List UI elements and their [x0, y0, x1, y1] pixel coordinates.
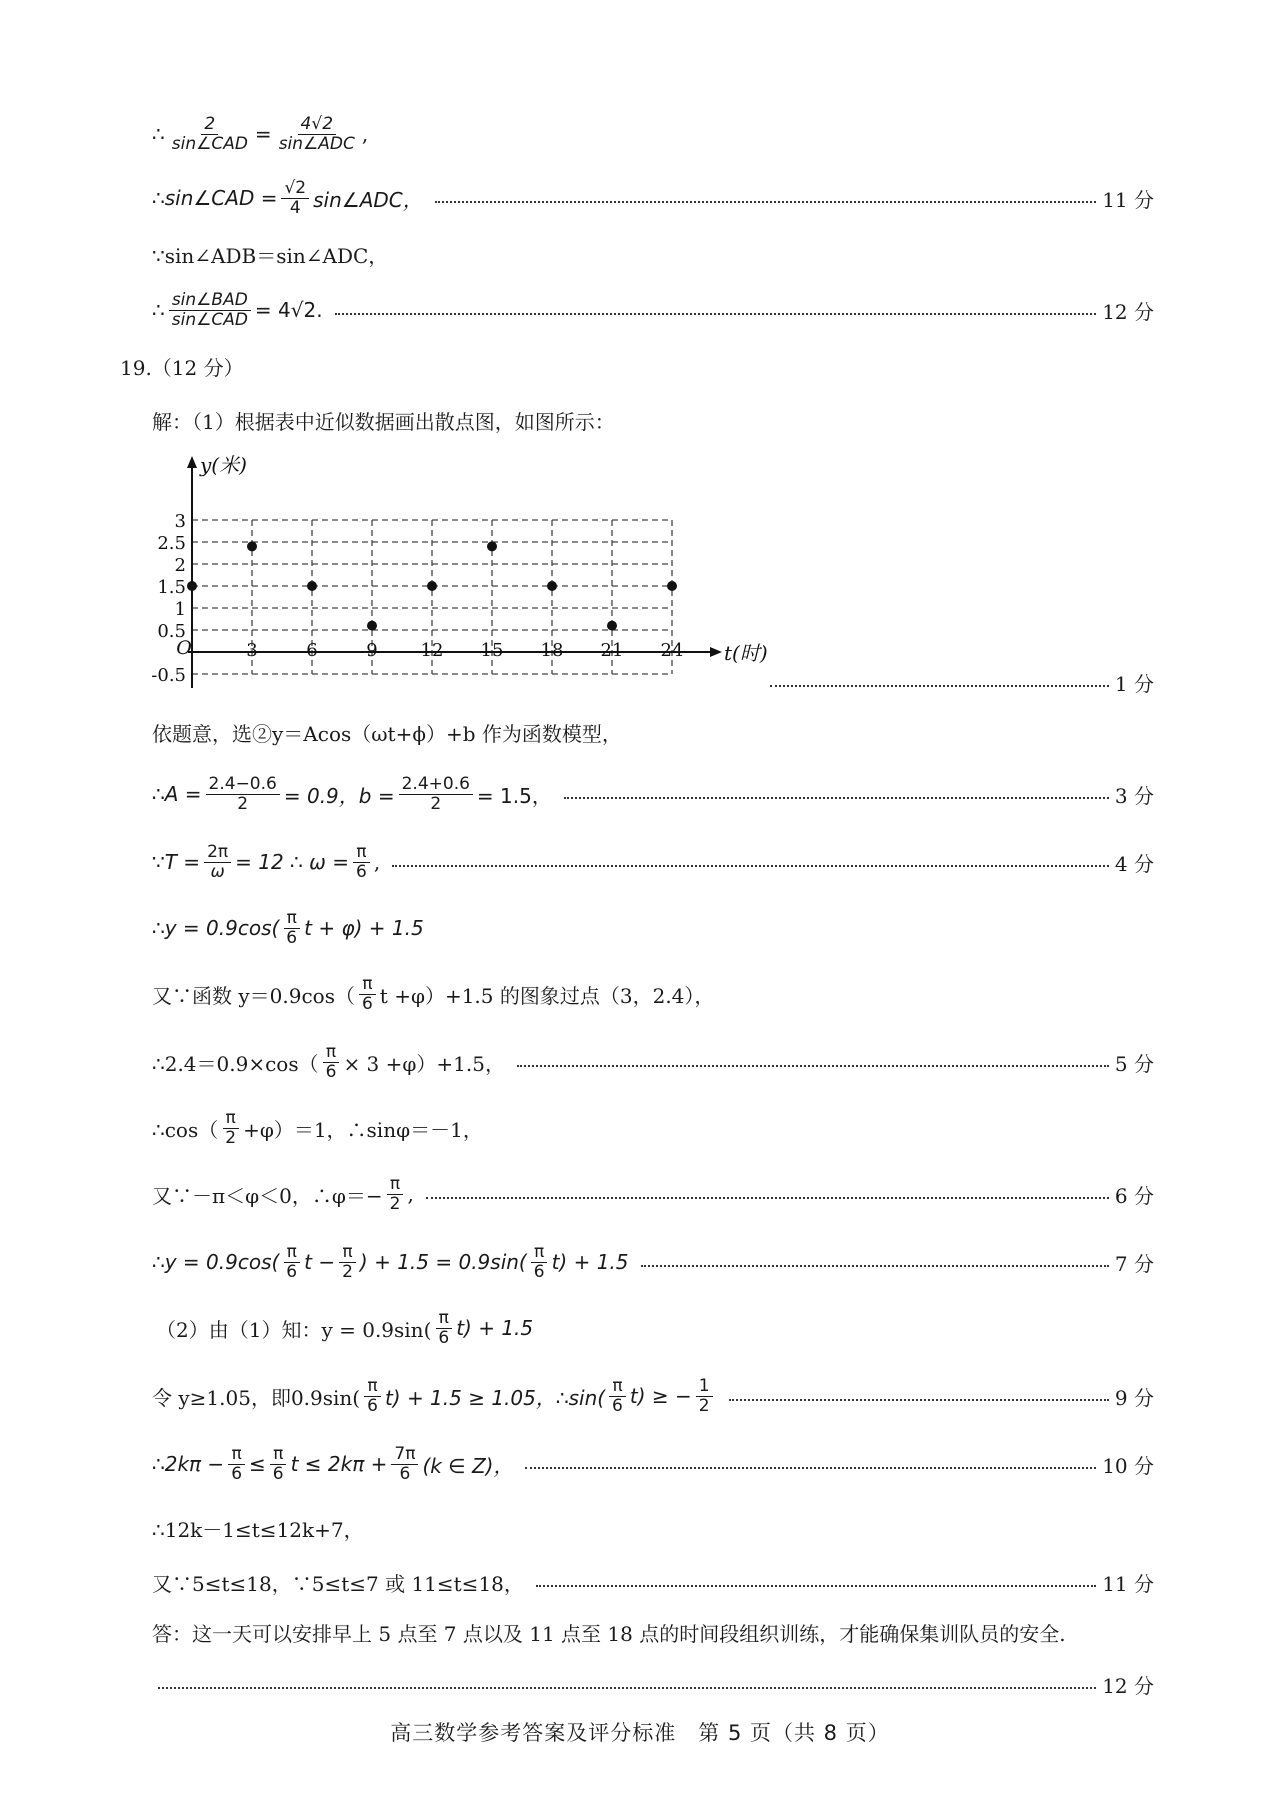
fraction	[364, 1377, 381, 1415]
dot-leader	[525, 1467, 1096, 1469]
solution-intro	[152, 398, 1154, 442]
numerator: π	[609, 1377, 625, 1397]
fraction	[169, 115, 251, 153]
expr-text: 又∵－π＜φ＜0，∴φ＝−	[152, 1183, 383, 1208]
expr-text: ∵T =	[152, 850, 201, 874]
denominator: 6	[286, 1261, 298, 1282]
denominator: 6	[367, 1395, 378, 1416]
expr-text: 令 y≥1.05，即0.9sin(	[152, 1385, 361, 1410]
denominator: 6	[231, 1463, 243, 1484]
denominator: 6	[356, 861, 367, 882]
data-point	[487, 541, 497, 551]
step-inequality	[152, 1368, 1154, 1424]
y-axis-arrow	[187, 456, 197, 468]
x-tick-label: 18	[540, 640, 564, 661]
step-phi	[152, 1166, 1154, 1222]
numerator: π	[339, 1243, 355, 1263]
step-a-b	[152, 766, 1154, 822]
step-text: 依题意，选②y＝Acos（ωt+ϕ）+b 作为函数模型，	[152, 721, 622, 746]
score-mark: 1 分	[1114, 671, 1154, 696]
numerator: 4√2	[298, 115, 336, 135]
expr-text: sin∠ADC，	[313, 187, 423, 212]
numerator: π	[228, 1445, 244, 1465]
part2-start	[156, 1300, 1154, 1356]
expr-text: × 3 +φ）+1.5，	[343, 1051, 505, 1076]
numerator: √2	[281, 179, 309, 199]
numerator: 1	[696, 1377, 713, 1397]
fraction	[283, 909, 300, 947]
x-tick-label: 21	[600, 640, 624, 661]
score-mark: 11 分	[1102, 187, 1154, 212]
comma: ,	[373, 850, 381, 874]
score-mark: 7 分	[1114, 1251, 1154, 1276]
final-score-line	[158, 1662, 1154, 1706]
score-mark: 10 分	[1102, 1453, 1154, 1478]
numerator: 2.4−0.6	[206, 775, 280, 795]
expr-text: (k ∈ Z)，	[422, 1453, 514, 1478]
y-tick-label: 2.5	[157, 533, 186, 554]
expr-text: = 0.9，b =	[283, 783, 395, 808]
denominator: 6	[438, 1327, 450, 1348]
denominator: 2	[225, 1127, 237, 1148]
expr-text: ∴cos（	[152, 1117, 219, 1142]
denominator: 2	[237, 793, 249, 814]
score-mark: 6 分	[1114, 1183, 1154, 1208]
fraction	[435, 1309, 452, 1347]
dot-leader	[641, 1265, 1109, 1267]
step-ratio-sines	[152, 106, 1154, 162]
numerator: 2π	[204, 843, 231, 863]
step-substitute	[152, 1034, 1154, 1090]
score-mark: 11 分	[1102, 1571, 1154, 1596]
step-text: ∴12k－1≤t≤12k+7，	[152, 1517, 364, 1542]
expr-text: t) + 1.5	[551, 1250, 629, 1274]
denominator: 6	[361, 993, 373, 1014]
step-text: 解：（1）根据表中近似数据画出散点图，如图所示：	[152, 409, 615, 434]
score-mark: 12 分	[1102, 299, 1154, 324]
fraction	[531, 1243, 548, 1281]
data-point	[607, 621, 617, 631]
fraction	[609, 1377, 626, 1415]
step-ratio-result	[152, 282, 1154, 338]
x-tick-label: 24	[660, 640, 684, 661]
fraction	[339, 1243, 356, 1281]
data-point	[667, 581, 677, 591]
fraction	[387, 1175, 404, 1213]
expr-text: = 12 ∴ ω =	[235, 850, 349, 874]
fraction	[281, 179, 309, 217]
dot-leader	[426, 1197, 1109, 1199]
expr-text: +φ）＝1，∴sinφ＝－1，	[243, 1117, 483, 1142]
dot-leader	[158, 1687, 1096, 1689]
step-t-range	[152, 1506, 1154, 1550]
expr-text: （2）由（1）知：y = 0.9sin(	[156, 1317, 432, 1342]
fraction	[353, 843, 370, 881]
expr-text: ∴sin∠CAD =	[152, 186, 278, 210]
expr-text: ∴y = 0.9cos(	[152, 916, 280, 940]
numerator: 7π	[391, 1445, 418, 1465]
x-tick-label: 12	[420, 640, 444, 661]
equals: =	[254, 122, 272, 146]
comma: ,	[407, 1182, 414, 1206]
question-number: 19.（12 分）	[120, 356, 244, 380]
fraction	[359, 975, 376, 1013]
y-tick-label: -0.5	[151, 665, 186, 686]
denominator: 6	[533, 1261, 545, 1282]
step-k-range	[152, 1436, 1154, 1492]
step-sin-form	[152, 1234, 1154, 1290]
x-axis-label: t(时)	[724, 641, 768, 665]
fraction	[283, 1243, 300, 1281]
expr-text: ∴A =	[152, 782, 202, 806]
step-text: 又∵5≤t≤18，∵5≤t≤7 或 11≤t≤18，	[152, 1571, 524, 1596]
data-point	[427, 581, 437, 591]
dot-leader	[435, 201, 1096, 203]
step-point-condition	[152, 966, 1154, 1022]
fraction	[270, 1445, 287, 1483]
denominator: 6	[272, 1463, 284, 1484]
step-model-form	[152, 900, 1154, 956]
step-text: ∵sin∠ADB＝sin∠ADC，	[152, 243, 389, 268]
step-sin-adb	[152, 232, 1154, 276]
answer-line	[152, 1610, 1154, 1654]
expr-text: t +φ）+1.5 的图象过点（3，2.4），	[379, 983, 715, 1008]
denominator: 2	[342, 1261, 353, 1282]
expr-text: t) ≥ −	[629, 1384, 692, 1408]
expr-text: = 1.5，	[476, 783, 552, 808]
scatter-chart	[142, 452, 782, 702]
numerator: π	[387, 1175, 403, 1195]
numerator: π	[364, 1377, 380, 1397]
expr-text: ∴y = 0.9cos(	[152, 1250, 280, 1274]
therefore-symbol: ∴	[152, 122, 165, 146]
numerator: 2	[201, 115, 218, 135]
x-tick-label: 15	[480, 640, 504, 661]
data-point	[187, 581, 197, 591]
y-tick-label: 0.5	[157, 621, 186, 642]
step-sin-cad	[152, 170, 1154, 226]
expr-text: t) + 1.5 ≥ 1.05，∴sin(	[384, 1385, 606, 1410]
expr-text: = 4√2.	[254, 298, 323, 322]
expr-text: t + φ) + 1.5	[304, 916, 424, 940]
fraction	[206, 775, 280, 813]
comma: ,	[361, 122, 369, 146]
y-tick-label: 1	[174, 599, 186, 620]
fraction	[204, 843, 231, 881]
expr-text: ∴2.4＝0.9×cos（	[152, 1051, 319, 1076]
model-choice	[152, 710, 1154, 754]
fraction	[169, 291, 251, 329]
x-tick-label: 9	[366, 640, 378, 661]
y-axis-label: y(米)	[200, 453, 247, 477]
chart-score-line	[770, 660, 1154, 704]
numerator: π	[284, 1243, 300, 1263]
denominator: ω	[210, 861, 225, 882]
origin-label: O	[176, 637, 192, 659]
expr-text: t −	[304, 1250, 336, 1274]
fraction	[399, 775, 473, 813]
data-point	[547, 581, 557, 591]
data-point	[307, 581, 317, 591]
expr-text: ∴2kπ −	[152, 1452, 225, 1476]
numerator: π	[531, 1243, 547, 1263]
score-mark: 4 分	[1114, 851, 1154, 876]
fraction	[276, 115, 358, 153]
fraction	[228, 1445, 245, 1483]
numerator: π	[436, 1309, 452, 1329]
numerator: π	[284, 909, 300, 929]
step-cos-one	[152, 1100, 1154, 1156]
denominator: 6	[612, 1395, 623, 1416]
dot-leader	[335, 313, 1097, 315]
expr-text: 又∵函数 y＝0.9cos（	[152, 983, 355, 1008]
expr-text: ≤	[249, 1452, 266, 1476]
fraction	[222, 1109, 239, 1147]
step-t-intersection	[152, 1560, 1154, 1604]
therefore-symbol: ∴	[152, 298, 165, 322]
x-tick-label: 6	[306, 640, 318, 661]
dot-leader	[392, 865, 1109, 867]
numerator: sin∠BAD	[169, 291, 251, 311]
denominator: 2	[430, 793, 442, 814]
dot-leader	[729, 1399, 1109, 1401]
x-axis-arrow	[710, 647, 722, 657]
dot-leader	[536, 1585, 1096, 1587]
numerator: π	[223, 1109, 239, 1129]
numerator: π	[270, 1445, 286, 1465]
dot-leader	[770, 685, 1109, 687]
denominator: 2	[698, 1395, 710, 1416]
y-tick-label: 3	[174, 511, 186, 532]
denominator: 2	[389, 1193, 401, 1214]
expr-text: ) + 1.5 = 0.9sin(	[359, 1250, 527, 1274]
score-mark: 3 分	[1114, 783, 1154, 808]
score-mark: 5 分	[1114, 1051, 1154, 1076]
step-period	[152, 834, 1154, 890]
numerator: π	[353, 843, 369, 863]
numerator: π	[359, 975, 375, 995]
numerator: π	[323, 1043, 339, 1063]
denominator: 6	[399, 1463, 411, 1484]
expr-text: t ≤ 2kπ +	[290, 1452, 388, 1476]
numerator: 2.4+0.6	[399, 775, 473, 795]
dot-leader	[564, 797, 1109, 799]
denominator: 4	[289, 197, 301, 218]
fraction	[391, 1445, 418, 1483]
dot-leader	[517, 1065, 1109, 1067]
fraction	[696, 1377, 713, 1415]
denominator: 6	[325, 1061, 337, 1082]
answer-text: 答：这一天可以安排早上 5 点至 7 点以及 11 点至 18 点的时间段组织训练，才能确保集训队员的安全.	[152, 1621, 1066, 1646]
denominator: sin∠ADC	[278, 133, 355, 154]
page-footer: 高三数学参考答案及评分标准 第 5 页（共 8 页）	[390, 1721, 890, 1745]
denominator: 6	[286, 927, 298, 948]
score-mark: 12 分	[1102, 1673, 1154, 1698]
denominator: sin∠CAD	[171, 133, 248, 154]
denominator: sin∠CAD	[171, 309, 248, 330]
data-point	[367, 621, 377, 631]
score-mark: 9 分	[1114, 1385, 1154, 1410]
expr-text: t) + 1.5	[456, 1316, 534, 1340]
y-tick-label: 1.5	[157, 577, 186, 598]
data-point	[247, 541, 257, 551]
x-tick-label: 3	[246, 640, 258, 661]
y-tick-label: 2	[174, 555, 186, 576]
fraction	[323, 1043, 340, 1081]
